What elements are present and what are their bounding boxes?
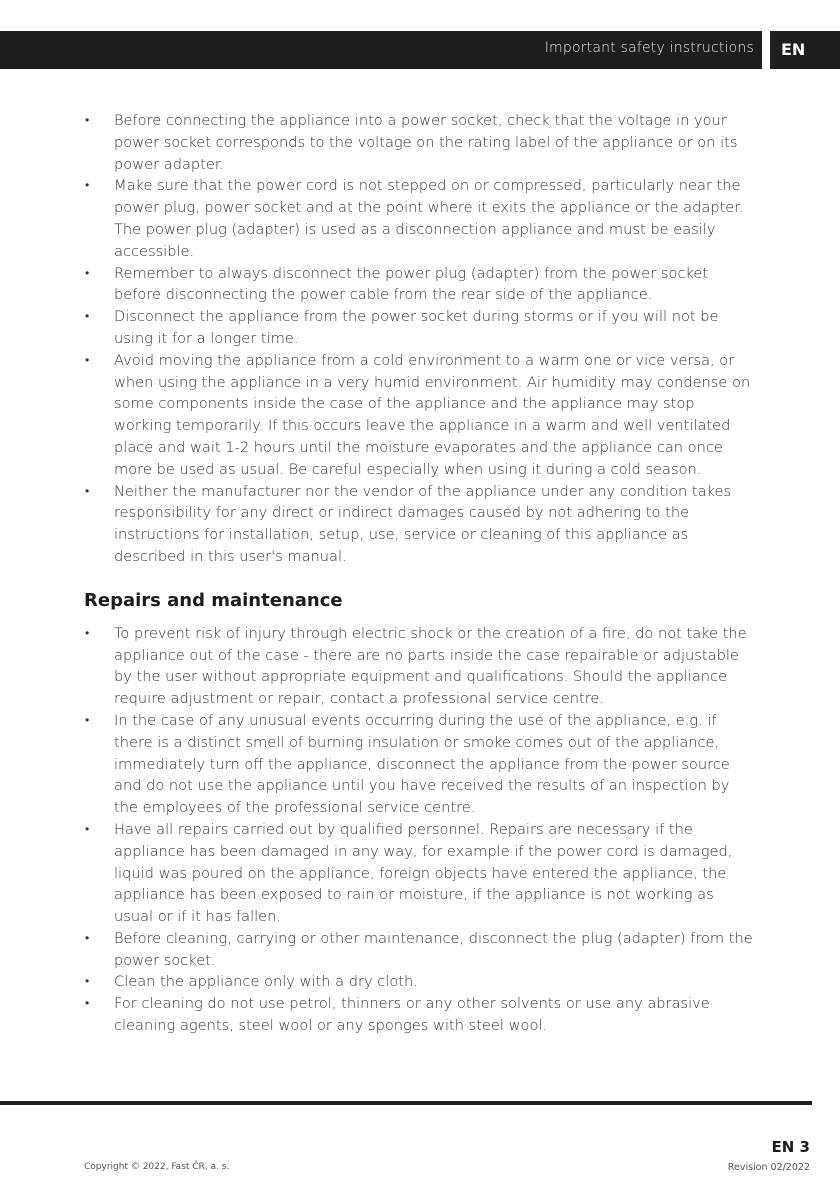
safety-list: [84, 110, 756, 568]
list-item-text: For cleaning do not use petrol, thinners or any other solvents or use any abrasive cleaning agents, steel wool or any sponges with steel wool.: [114, 995, 710, 1035]
header-bar: [0, 31, 762, 69]
bullet-icon: •: [85, 309, 90, 324]
list-item: [84, 263, 756, 307]
page-title: Important safety instructions: [544, 40, 754, 56]
list-item: [84, 110, 756, 175]
list-item-text: Remember to always disconnect the power plug (adapter) from the power socket before disconnecting the power cable from the rear side of the appliance.: [114, 264, 709, 304]
bullet-icon: •: [85, 178, 90, 193]
footer-divider: [0, 1101, 812, 1105]
repairs-list: [84, 623, 756, 1037]
list-item-text: Make sure that the power cord is not stepped on or compressed, particularly near the power plug, power socket and at the point where it exits the appliance or the adapter. The power plug (adapter) is used as a disconnection appliance and must be easily accessible.: [114, 177, 744, 260]
bullet-icon: •: [85, 712, 90, 727]
section-heading-repairs: Repairs and maintenance: [84, 589, 343, 611]
list-item-text: Before connecting the appliance into a power socket, check that the voltage in your power socket corresponds to the voltage on the rating label of the appliance or on its power adapter.: [114, 112, 738, 173]
bullet-icon: •: [85, 996, 90, 1011]
list-item: [84, 710, 756, 819]
bullet-icon: •: [85, 625, 90, 640]
bullet-icon: •: [85, 974, 90, 989]
list-item: [84, 928, 756, 972]
language-badge: EN: [770, 31, 840, 69]
list-item: [84, 350, 756, 481]
list-item-text: Have all repairs carried out by qualified personnel. Repairs are necessary if the appliance has been damaged in any way, for example if the power cord is damaged, liquid was poured on the appliance, foreign objects have entered the appliance, the appliance has been exposed to rain or moisture, if the appliance is not working as usual or if it has fallen.: [114, 820, 733, 926]
list-item-text: Disconnect the appliance from the power socket during storms or if you will not be using it for a longer time.: [114, 308, 719, 347]
list-item-text: Clean the appliance only with a dry cloth.: [114, 973, 418, 991]
list-item-text: In the case of any unusual events occurring during the use of the appliance, e.g. if there is a distinct smell of burning insulation or smoke comes out of the appliance, immediately turn off the appliance, disconnect the appliance from the power source and do not use the appliance until you have received the results of an inspection by the employees of the professional service centre.: [114, 711, 730, 817]
list-item-text: Before cleaning, carrying or other maintenance, disconnect the plug (adapter) from the power socket.: [114, 929, 753, 969]
list-item: [84, 481, 756, 568]
list-item: [84, 971, 756, 993]
list-item: [84, 993, 756, 1037]
list-item: [84, 623, 756, 710]
bullet-icon: •: [85, 821, 90, 836]
bullet-icon: •: [85, 265, 90, 280]
page-number: EN 3: [771, 1138, 810, 1156]
bullet-icon: •: [85, 113, 90, 127]
main-content: [84, 110, 756, 1037]
copyright-notice: Copyright © 2022, Fast ČR, a. s.: [84, 1162, 230, 1172]
list-item: [84, 306, 756, 350]
list-item-text: Avoid moving the appliance from a cold environment to a warm one or vice versa, or when using the appliance in a very humid environment. Air humidity may condense on some components inside the case of the appliance and the appliance may stop working temporarily. If this occurs leave the appliance in a warm and well ventilated place and wait 1-2 hours until the moisture evaporates and the appliance can once more be used as usual. Be careful especially when using it during a cold season.: [114, 351, 751, 478]
bullet-icon: •: [85, 930, 90, 945]
list-item: [84, 819, 756, 928]
list-item-text: Neither the manufacturer nor the vendor of the appliance under any condition takes responsibility for any direct or indirect damages caused by not adhering to the instructions for installation, setup, use, service or cleaning of this appliance as described in this user's manual.: [114, 482, 732, 565]
list-item: [84, 175, 756, 262]
bullet-icon: •: [85, 483, 90, 498]
bullet-icon: •: [85, 352, 90, 367]
revision-label: Revision 02/2022: [727, 1162, 810, 1173]
list-item-text: To prevent risk of injury through electric shock or the creation of a fire, do not take the appliance out of the case - there are no parts inside the case repairable or adjustable by the user without appropriate equipment and qualifications. Should the appliance require adjustment or repair, contact a professional service centre.: [114, 624, 747, 708]
